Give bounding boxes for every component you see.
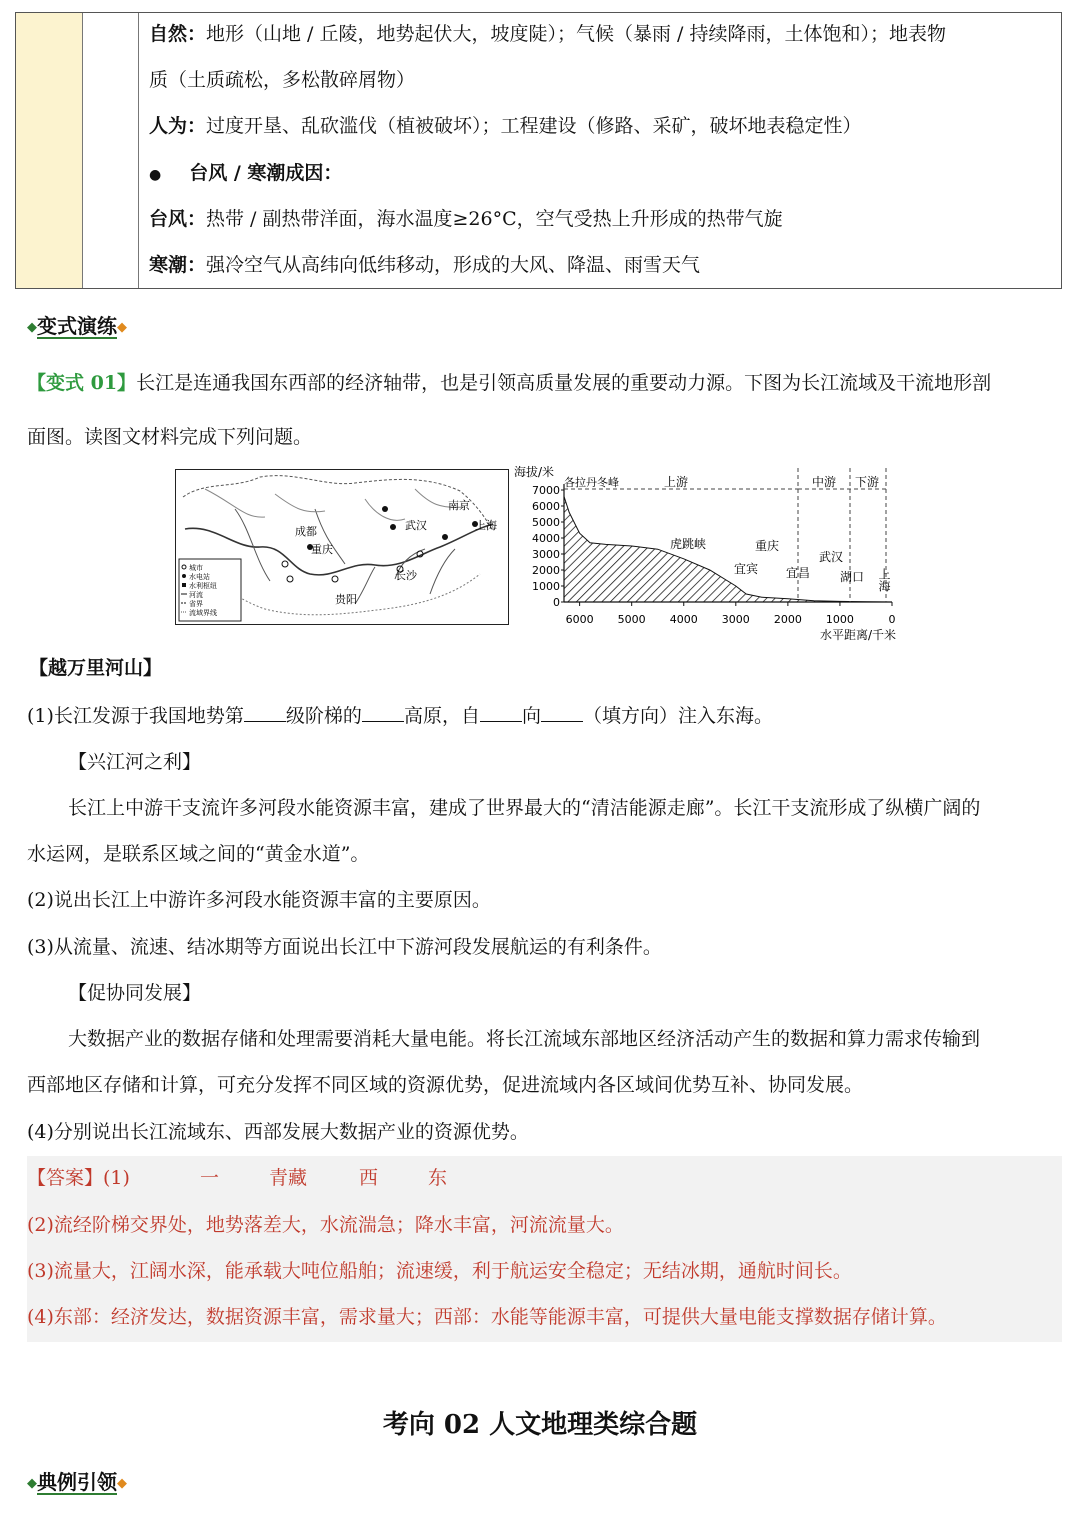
segment-middle: 中游	[812, 475, 837, 489]
x-tick-label: 3000	[721, 613, 750, 626]
y-tick-label: 6000	[532, 500, 560, 513]
place-geladandong: 各拉丹冬峰	[564, 476, 619, 489]
answer-1: 【答案】(1) 一 青藏 西 东	[27, 1167, 447, 1189]
coldwave-line: 寒潮：强冷空气从高纬向低纬移动，形成的大风、降温、雨雪天气	[149, 254, 701, 276]
place-hukou: 湖口	[840, 570, 865, 584]
map-label-nanjing: 南京	[448, 499, 470, 512]
blank-plateau[interactable]	[362, 703, 404, 722]
y-tick-label: 0	[553, 596, 560, 609]
x-tick-label: 1000	[825, 613, 854, 626]
y-tick-label: 3000	[532, 548, 560, 561]
part2-heading: 【兴江河之利】	[68, 751, 202, 773]
question-4: (4)分别说出长江流域东、西部发展大数据产业的资源优势。	[27, 1121, 529, 1143]
question-2: (2)说出长江上中游许多河段水能资源丰富的主要原因。	[27, 889, 491, 911]
bullet-dot: ●	[149, 167, 162, 183]
legend-water-project: 水利枢纽	[189, 582, 217, 590]
section-header-example: ◆典例引领◆	[27, 1470, 127, 1494]
legend-province: 省界	[189, 600, 203, 608]
y-tick-label: 2000	[532, 564, 560, 577]
bullet-line: ● 台风 / 寒潮成因：	[149, 162, 343, 184]
question-intro: 【变式 01】长江是连通我国东西部的经济轴带，也是引领高质量发展的重要动力源。下图为长江流域及干流地形剖	[27, 372, 992, 394]
x-tick-label: 6000	[565, 613, 594, 626]
diamond-icon: ◆	[27, 320, 37, 335]
section-header-variant: ◆变式演练◆	[27, 314, 127, 338]
part2-para-2: 水运网，是联系区域之间的“黄金水道”。	[27, 843, 370, 865]
answer-3: (3)流量大，江阔水深，能承载大吨位船舶；流速缓，利于航运安全稳定；无结冰期，通航时间长。	[27, 1260, 852, 1282]
elevation-profile-chart	[512, 462, 922, 644]
question-intro-2: 面图。读图文材料完成下列问题。	[27, 426, 313, 448]
diamond-icon: ◆	[27, 1476, 37, 1491]
nature-line-2: 质（土质疏松，多松散碎屑物）	[149, 69, 416, 91]
y-axis-title: 海拔/米	[514, 465, 555, 479]
table-col-1	[16, 13, 83, 288]
human-line: 人为：过度开垦、乱砍滥伐（植被破坏）；工程建设（修路、采矿，破坏地表稳定性）	[149, 115, 862, 137]
x-tick-label: 4000	[669, 613, 698, 626]
y-tick-label: 4000	[532, 532, 560, 545]
blank-to[interactable]	[541, 703, 583, 722]
nature-line: 自然：地形（山地 / 丘陵，地势起伏大，坡度陡）；气候（暴雨 / 持续降雨，土体饱和）；地表物	[149, 23, 946, 45]
blank-step[interactable]	[244, 703, 286, 722]
y-tick-label: 7000	[532, 484, 560, 497]
part3-para-1: 大数据产业的数据存储和处理需要消耗大量电能。将长江流域东部地区经济活动产生的数据和算力需求传输到	[68, 1028, 981, 1050]
section-title-02: 考向 02 人文地理类综合题	[382, 1410, 698, 1440]
place-shanghai: 上海	[877, 568, 891, 592]
x-tick-label: 0	[888, 613, 896, 626]
x-axis-title: 水平距离/千米	[820, 628, 897, 642]
map-label-shanghai: 上海	[475, 519, 497, 532]
legend-river: 河流	[189, 591, 203, 599]
question-1: (1)长江发源于我国地势第 级阶梯的 高原，自 向 （填方向）注入东海。	[27, 705, 773, 727]
map-label-chengdu: 成都	[295, 525, 317, 538]
diamond-icon: ◆	[117, 320, 127, 335]
part2-para-1: 长江上中游干支流许多河段水能资源丰富，建成了世界最大的“清洁能源走廊”。长江干支流形成了纵横广阔的	[68, 797, 981, 819]
segment-lower: 下游	[855, 475, 880, 489]
segment-upper: 上游	[664, 475, 689, 489]
place-chongqing: 重庆	[755, 539, 780, 553]
map-label-guiyang: 贵阳	[335, 593, 357, 606]
yangtze-basin-map	[175, 469, 509, 625]
place-yibin: 宜宾	[734, 562, 759, 576]
map-label-chongqing: 重庆	[311, 543, 333, 556]
place-yichang: 宜昌	[786, 566, 811, 580]
legend-hydropower: 水电站	[189, 573, 210, 581]
question-3: (3)从流量、流速、结冰期等方面说出长江中下游河段发展航运的有利条件。	[27, 936, 662, 958]
y-tick-label: 5000	[532, 516, 560, 529]
x-tick-label: 5000	[617, 613, 646, 626]
map-label-wuhan: 武汉	[405, 519, 427, 532]
typhoon-line: 台风：热带 / 副热带洋面，海水温度≥26°C，空气受热上升形成的热带气旋	[149, 208, 783, 230]
answer-2: (2)流经阶梯交界处，地势落差大，水流湍急；降水丰富，河流流量大。	[27, 1214, 624, 1236]
summary-table	[15, 12, 1062, 289]
part3-para-2: 西部地区存储和计算，可充分发挥不同区域的资源优势，促进流域内各区域间优势互补、协同发展。	[27, 1074, 864, 1096]
answer-4: (4)东部：经济发达，数据资源丰富，需求量大；西部：水能等能源丰富，可提供大量电能支撑数据存储计算。	[27, 1306, 947, 1328]
map-label-changsha: 长沙	[395, 569, 417, 582]
blank-from[interactable]	[480, 703, 522, 722]
legend-basin: 流域界线	[189, 609, 217, 617]
part1-heading: 【越万里河山】	[29, 657, 163, 679]
x-tick-label: 2000	[773, 613, 802, 626]
table-col-2	[82, 13, 139, 288]
place-wuhan: 武汉	[819, 550, 844, 564]
place-hutiaoxia: 虎跳峡	[670, 537, 707, 551]
part3-heading: 【促协同发展】	[68, 982, 202, 1004]
diamond-icon: ◆	[117, 1476, 127, 1491]
y-tick-label: 1000	[532, 580, 560, 593]
legend-city: 城市	[189, 564, 203, 572]
